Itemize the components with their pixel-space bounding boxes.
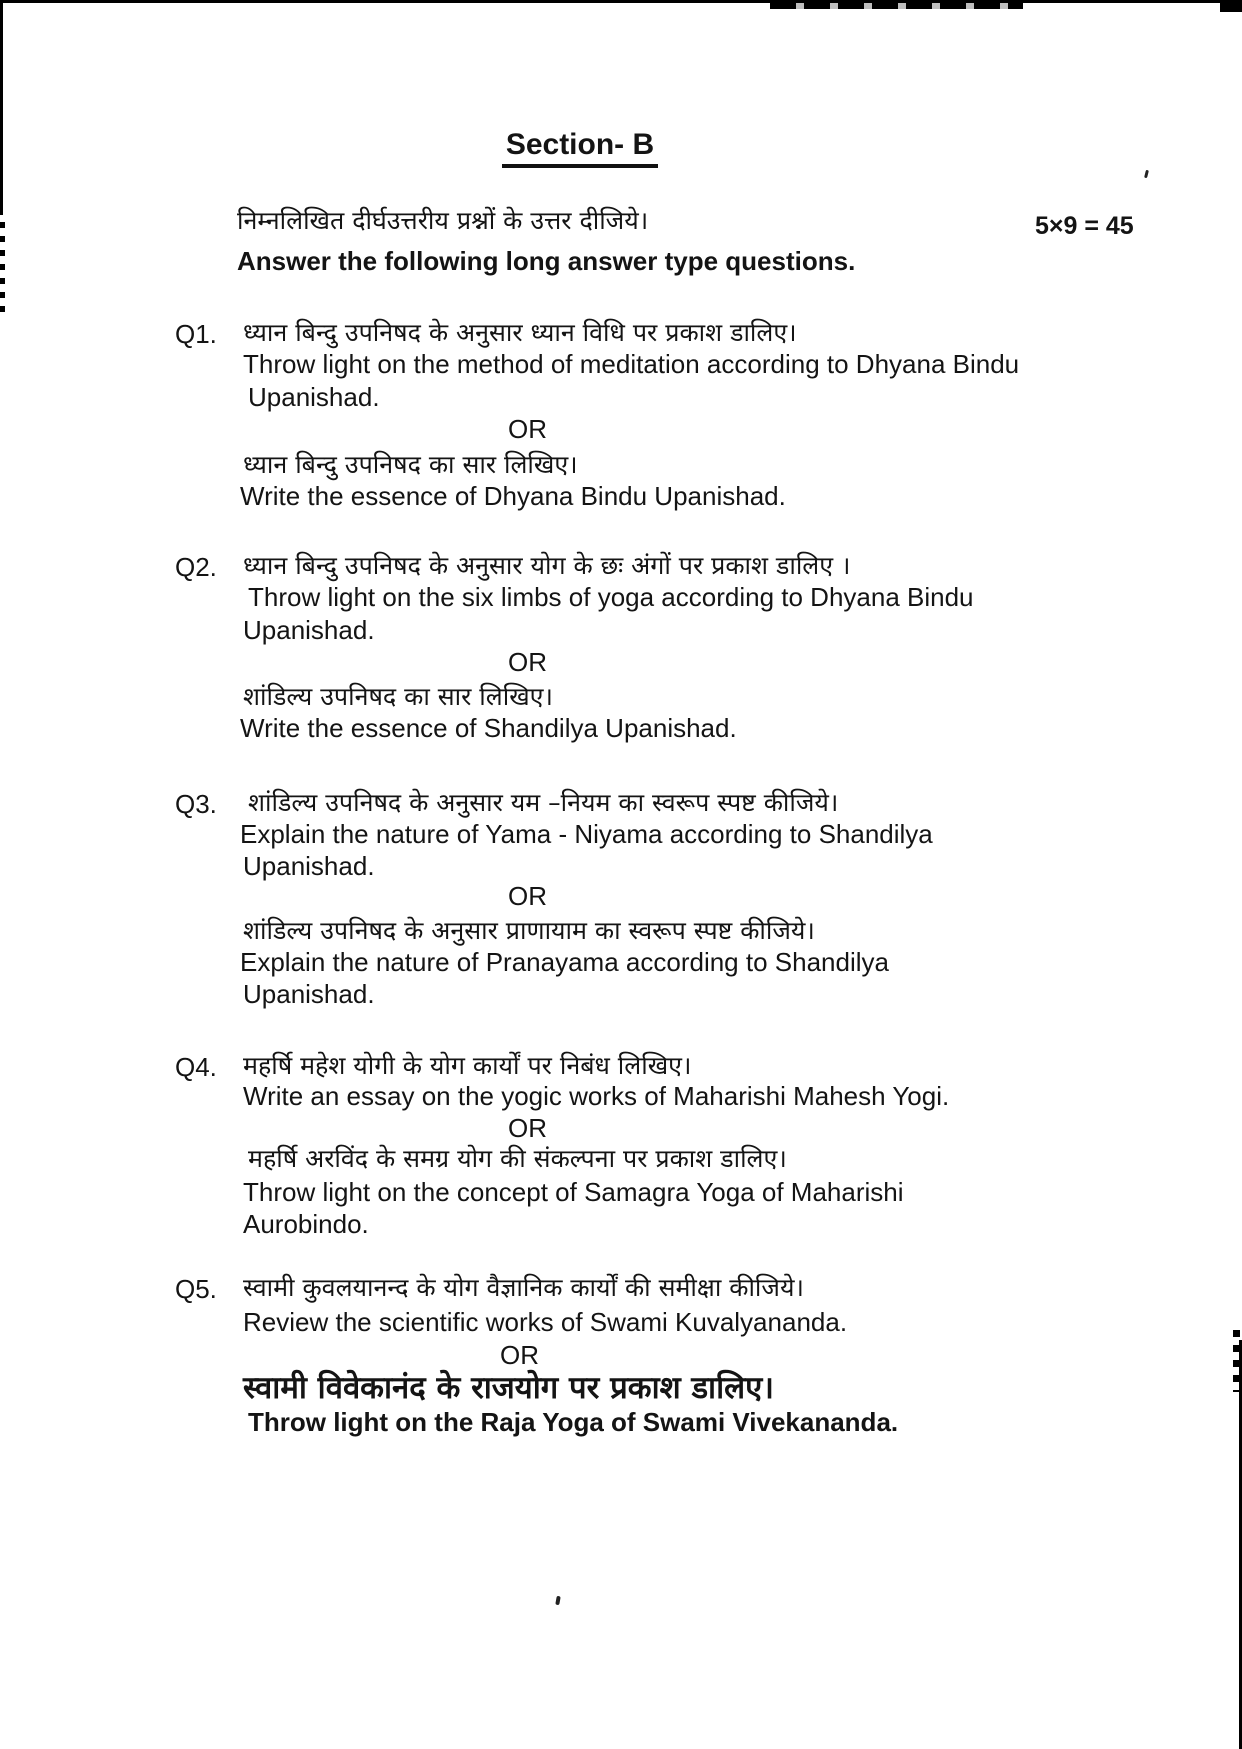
question-5-or-separator: OR	[500, 1340, 539, 1370]
instruction-english: Answer the following long answer type questions.	[237, 246, 856, 276]
question-1-option-b-english: Write the essence of Dhyana Bindu Upanishad.	[240, 481, 786, 511]
question-3-option-b-english-line1: Explain the nature of Pranayama according to Shandilya	[240, 947, 889, 977]
question-5-option-b-english: Throw light on the Raja Yoga of Swami Vivekananda.	[248, 1407, 899, 1437]
scan-speck	[555, 1596, 561, 1606]
question-1-option-b-hindi: ध्यान बिन्दु उपनिषद का सार लिखिए।	[243, 450, 578, 479]
question-2-option-a-english-line1: Throw light on the six limbs of yoga according to Dhyana Bindu	[248, 582, 974, 612]
question-2-label: Q2.	[175, 552, 217, 582]
scan-artifact-left-bar	[0, 0, 3, 215]
question-4-option-b-english-line1: Throw light on the concept of Samagra Yoga of Maharishi	[243, 1177, 904, 1207]
question-2-option-a-hindi: ध्यान बिन्दु उपनिषद के अनुसार योग के छः अंगों पर प्रकाश डालिए ।	[243, 551, 851, 580]
question-3-option-b-hindi: शांडिल्य उपनिषद के अनुसार प्राणायाम का स्वरूप स्पष्ट कीजिये।	[243, 916, 815, 945]
question-4-option-b-english-line2: Aurobindo.	[243, 1209, 369, 1239]
question-3-option-a-english-line1: Explain the nature of Yama - Niyama according to Shandilya	[240, 819, 933, 849]
instruction-hindi: निम्नलिखित दीर्घउत्तरीय प्रश्नों के उत्तर दीजिये।	[237, 206, 649, 235]
question-3-option-a-english-line2: Upanishad.	[243, 851, 375, 881]
question-3-or-separator: OR	[508, 881, 547, 911]
question-3-option-b-english-line2: Upanishad.	[243, 979, 375, 1009]
question-1-label: Q1.	[175, 319, 217, 349]
scan-artifact-right-dashes	[1233, 1330, 1240, 1392]
question-5-option-a-hindi: स्वामी कुवलयानन्द के योग वैज्ञानिक कार्यों की समीक्षा कीजिये।	[243, 1273, 804, 1302]
question-2-option-b-english: Write the essence of Shandilya Upanishad.	[240, 713, 737, 743]
question-4-label: Q4.	[175, 1052, 217, 1082]
section-title: Section- B	[502, 128, 658, 168]
question-2-or-separator: OR	[508, 647, 547, 677]
question-5-option-a-english: Review the scientific works of Swami Kuvalyananda.	[243, 1307, 848, 1337]
question-2-option-a-english-line2: Upanishad.	[243, 615, 375, 645]
question-1-option-a-english-line2: Upanishad.	[248, 382, 380, 412]
scan-artifact-top-right	[1220, 0, 1242, 12]
scan-artifact-top-band	[770, 0, 1023, 9]
question-4-or-separator: OR	[508, 1113, 547, 1143]
scan-artifact-top-line	[0, 0, 1242, 3]
question-3-option-a-hindi: शांडिल्य उपनिषद के अनुसार यम –नियम का स्वरूप स्पष्ट कीजिये।	[248, 788, 839, 817]
question-4-option-b-hindi: महर्षि अरविंद के समग्र योग की संकल्पना पर प्रकाश डालिए।	[248, 1144, 787, 1173]
question-1-option-a-hindi: ध्यान बिन्दु उपनिषद के अनुसार ध्यान विधि पर प्रकाश डालिए।	[243, 318, 797, 347]
question-4-option-a-english: Write an essay on the yogic works of Maharishi Mahesh Yogi.	[243, 1081, 950, 1111]
question-1-or-separator: OR	[508, 414, 547, 444]
scan-speck	[1144, 170, 1149, 178]
question-1-option-a-english-line1: Throw light on the method of meditation according to Dhyana Bindu	[243, 349, 1020, 379]
question-4-option-a-hindi: महर्षि महेश योगी के योग कार्यों पर निबंध लिखिए।	[243, 1051, 692, 1080]
question-2-option-b-hindi: शांडिल्य उपनिषद का सार लिखिए।	[243, 682, 553, 711]
marks-scheme: 5×9 = 45	[1035, 212, 1134, 240]
scan-artifact-left-dashes	[0, 222, 5, 320]
question-3-label: Q3.	[175, 789, 217, 819]
section-header	[0, 128, 1160, 168]
question-5-option-b-hindi: स्वामी विवेकानंद के राजयोग पर प्रकाश डालिए।	[243, 1370, 775, 1406]
question-5-label: Q5.	[175, 1274, 217, 1304]
